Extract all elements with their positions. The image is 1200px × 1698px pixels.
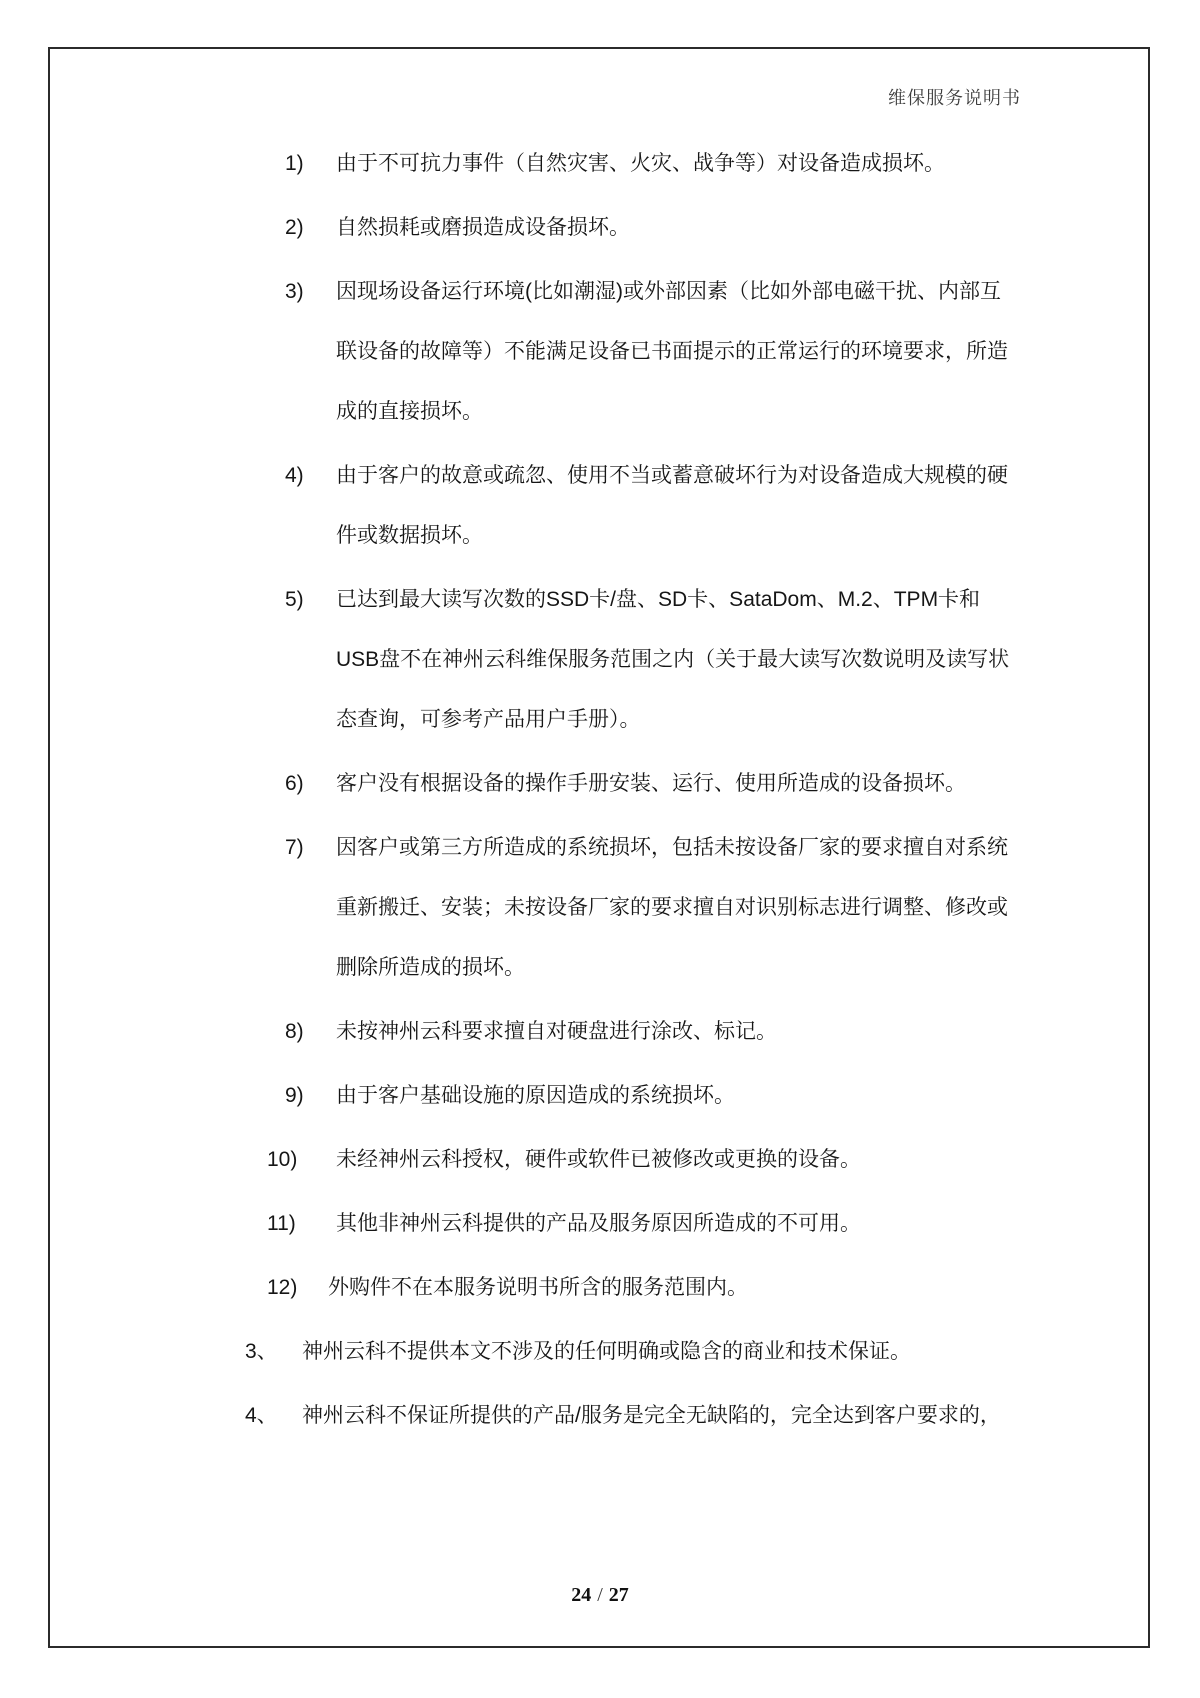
page-number-current: 24 [571, 1584, 592, 1606]
item-line: 删除所造成的损坏。 [336, 956, 525, 979]
item-number: 6) [285, 772, 304, 795]
item-number: 9) [285, 1084, 304, 1107]
list-item [0, 754, 1200, 814]
list-item-main [0, 1322, 1200, 1382]
content-list [0, 134, 1200, 1450]
item-number: 3、 [245, 1340, 278, 1363]
item-line: 成的直接损坏。 [336, 400, 483, 423]
item-line: 未按神州云科要求擅自对硬盘进行涂改、标记。 [336, 1020, 777, 1043]
item-line: 重新搬迁、安装；未按设备厂家的要求擅自对识别标志进行调整、修改或 [336, 896, 1008, 919]
list-item [0, 134, 1200, 194]
item-line: 联设备的故障等）不能满足设备已书面提示的正常运行的环境要求，所造 [336, 340, 1008, 363]
item-line: 由于客户的故意或疏忽、使用不当或蓄意破坏行为对设备造成大规模的硬 [336, 464, 1008, 487]
list-item [0, 446, 1200, 566]
list-item [0, 262, 1200, 442]
item-line: 已达到最大读写次数的SSD卡/盘、SD卡、SataDom、M.2、TPM卡和 [336, 588, 981, 611]
item-line: 自然损耗或磨损造成设备损坏。 [336, 216, 630, 239]
item-number: 11) [267, 1212, 296, 1235]
list-item [0, 1258, 1200, 1318]
list-item-main [0, 1386, 1200, 1446]
item-number: 5) [285, 588, 304, 611]
item-number: 8) [285, 1020, 304, 1043]
item-line: 件或数据损坏。 [336, 524, 483, 547]
item-line: 态查询，可参考产品用户手册）。 [336, 708, 641, 731]
item-number: 2) [285, 216, 304, 239]
list-item [0, 1002, 1200, 1062]
item-line: 由于不可抗力事件（自然灾害、火灾、战争等）对设备造成损坏。 [336, 152, 945, 175]
item-line: 其他非神州云科提供的产品及服务原因所造成的不可用。 [336, 1212, 861, 1235]
page-number-separator: / [597, 1584, 603, 1606]
item-line: 神州云科不保证所提供的产品/服务是完全无缺陷的，完全达到客户要求的， [302, 1404, 1001, 1427]
item-number: 7) [285, 836, 304, 859]
item-line: 未经神州云科授权，硬件或软件已被修改或更换的设备。 [336, 1148, 861, 1171]
item-number: 3) [285, 280, 304, 303]
item-number: 10) [267, 1148, 298, 1171]
list-item [0, 818, 1200, 998]
item-line: 客户没有根据设备的操作手册安装、运行、使用所造成的设备损坏。 [336, 772, 966, 795]
page-number-total: 27 [608, 1584, 629, 1606]
item-line: 因客户或第三方所造成的系统损坏，包括未按设备厂家的要求擅自对系统 [336, 836, 1008, 859]
item-line: USB盘不在神州云科维保服务范围之内（关于最大读写次数说明及读写状 [336, 648, 1010, 671]
list-item [0, 1066, 1200, 1126]
item-line: 外购件不在本服务说明书所含的服务范围内。 [328, 1276, 748, 1299]
list-item [0, 1130, 1200, 1190]
header-title: 维保服务说明书 [888, 88, 1021, 108]
list-item [0, 1194, 1200, 1254]
item-number: 1) [285, 152, 304, 175]
item-number: 4) [285, 464, 304, 487]
list-item [0, 570, 1200, 750]
item-line: 因现场设备运行环境(比如潮湿)或外部因素（比如外部电磁干扰、内部互 [336, 280, 1001, 303]
page-footer [0, 1582, 1200, 1608]
item-line: 神州云科不提供本文不涉及的任何明确或隐含的商业和技术保证。 [302, 1340, 911, 1363]
item-line: 由于客户基础设施的原因造成的系统损坏。 [336, 1084, 735, 1107]
list-item [0, 198, 1200, 258]
item-number: 12) [267, 1276, 298, 1299]
item-number: 4、 [245, 1404, 278, 1427]
